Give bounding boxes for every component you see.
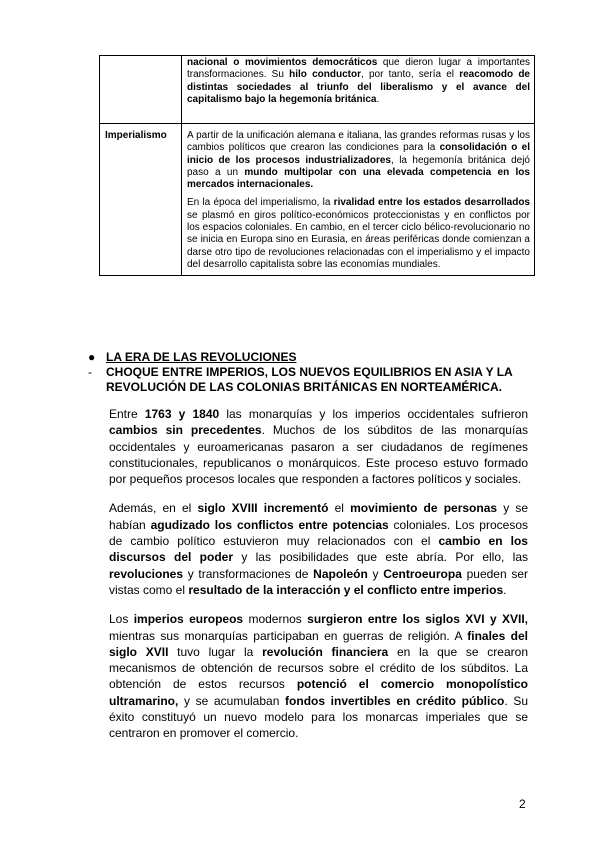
row-paragraph [187,57,530,106]
text-run: y [367,566,384,581]
table-row [100,124,535,276]
table-row [100,56,535,124]
text-run: que dieron lugar a importantes transformaciones. Su [187,57,531,81]
section-title: LA ERA DE LAS REVOLUCIONES [106,350,297,364]
paragraph [109,500,528,598]
text-run: modernos [243,612,308,627]
bold-run: Napoleón [313,566,368,581]
bold-run: surgieron entre los siglos XVI y XVII, [307,612,529,627]
row-heading [100,56,182,124]
bold-run: resultado de la interacción y el conflicto entre imperios [188,582,504,597]
text-run: y transformaciones de [183,566,314,581]
text-run: pueden ser vistas como el [109,566,528,597]
bold-run: reacomodo de distintas sociedades al triunfo del liberalismo y el avance del capitalismo bajo la hegemonía británica [187,69,530,105]
section-subtitle: CHOQUE ENTRE IMPERIOS, LOS NUEVOS EQUILIBRIOS EN ASIA Y LA REVOLUCIÓN DE LAS COLONIAS BRITÁNICAS EN NORTEAMÉRICA. [106,365,513,394]
text-run: y las posibilidades que este abría. Por ello, las [233,550,528,565]
text-run: tuvo lugar la [168,644,263,659]
bold-run: movimiento de personas [350,501,498,516]
bullet-icon: ● [88,350,96,364]
bold-run: cambios sin precedentes [109,423,262,438]
text-run: Además, en el [109,501,198,516]
text-run: en la que se crearon mecanismos de obtención de recursos sobre el crédito de los súbditos. La obtención de estos recursos [109,644,528,692]
text-run: En la época del imperialismo, la [187,197,334,209]
row-paragraph [187,197,530,271]
bold-run: agudizado los conflictos entre potencias [150,517,389,532]
bold-run: Centroeuropa [383,566,462,581]
row-body [182,56,535,124]
text-run: y se acumulaban [178,693,286,708]
row-paragraph [187,130,530,191]
text-run: Entre [109,407,145,421]
bold-run: consolidación o el inicio de los procesos industrializadores [187,142,530,166]
bold-run: potenció el comercio monopolístico ultramarino, [109,677,529,708]
row-heading: Imperialismo [100,124,182,276]
text-run: coloniales. Los procesos de cambio político estuvieron muy relacionados con el [109,517,528,549]
bold-run: nacional o movimientos democráticos [187,57,378,68]
bold-run: mundo multipolar con una elevada competencia en los mercados internacionales. [187,166,530,191]
text-run: , la hegemonía británica dejó paso a un [187,154,530,178]
bold-run: revoluciones [109,566,184,581]
paragraph [109,406,528,487]
text-run: se plasmó en giros político-económicos proteccionistas y en conflictos por los espacios coloniales. En cambio, en el tercer ciclo bélico-revolucionario no se inicia en Europa sino en Eurasia, en áreas periféricas donde comienzan a darse otro tipo de revoluciones relacionadas con el imperialismo y el impacto del desarrollo capitalista sobre las economías mundiales. [187,209,530,270]
dash-marker: - [88,365,92,379]
bold-run: hilo conductor [289,69,361,81]
bold-run: 1763 y 1840 [144,407,220,421]
body-text [109,406,528,755]
text-run: . [376,93,380,105]
text-run: . Su éxito constituyó un nuevo modelo para los monarcas imperiales que se centraron en promover el comercio. [109,693,528,741]
text-run: mientras sus monarquías participaban en guerras de religión. A [109,628,468,643]
text-run: el [328,501,351,516]
bold-run: rivalidad entre los estados desarrollados [333,197,530,209]
bold-run: fondos invertibles en crédito público [285,693,505,708]
text-run: A partir de la unificación alemana e italiana, las grandes reformas rusas y los cambios políticos que crearon las condiciones para la [187,130,530,154]
text-run: . [503,582,507,597]
page-number: 2 [519,797,526,811]
text-run: . Muchos de los súbditos de las monarquías occidentales y euroamericanas pasaron a ser ciudadanos de regímenes constitucionales, republicanos o monárquicos. Este proceso estuvo formado por pequeños procesos locales que responden a factores políticos y sociales. [109,423,528,487]
bold-run: revolución financiera [262,644,389,659]
text-run: Los [109,612,134,627]
paragraph [109,611,528,741]
text-run: las monarquías y los imperios occidentales sufrieron [219,407,528,421]
bold-run: imperios europeos [133,612,244,627]
bold-run: siglo XVIII incrementó [197,501,329,516]
bold-run: finales del siglo XVII [109,628,528,659]
section-heading [88,350,538,395]
summary-table [99,55,535,276]
text-run: y se habían [109,501,529,532]
text-run: , por tanto, sería el [360,69,460,81]
row-body [182,124,535,276]
bold-run: cambio en los discursos del poder [109,534,528,565]
